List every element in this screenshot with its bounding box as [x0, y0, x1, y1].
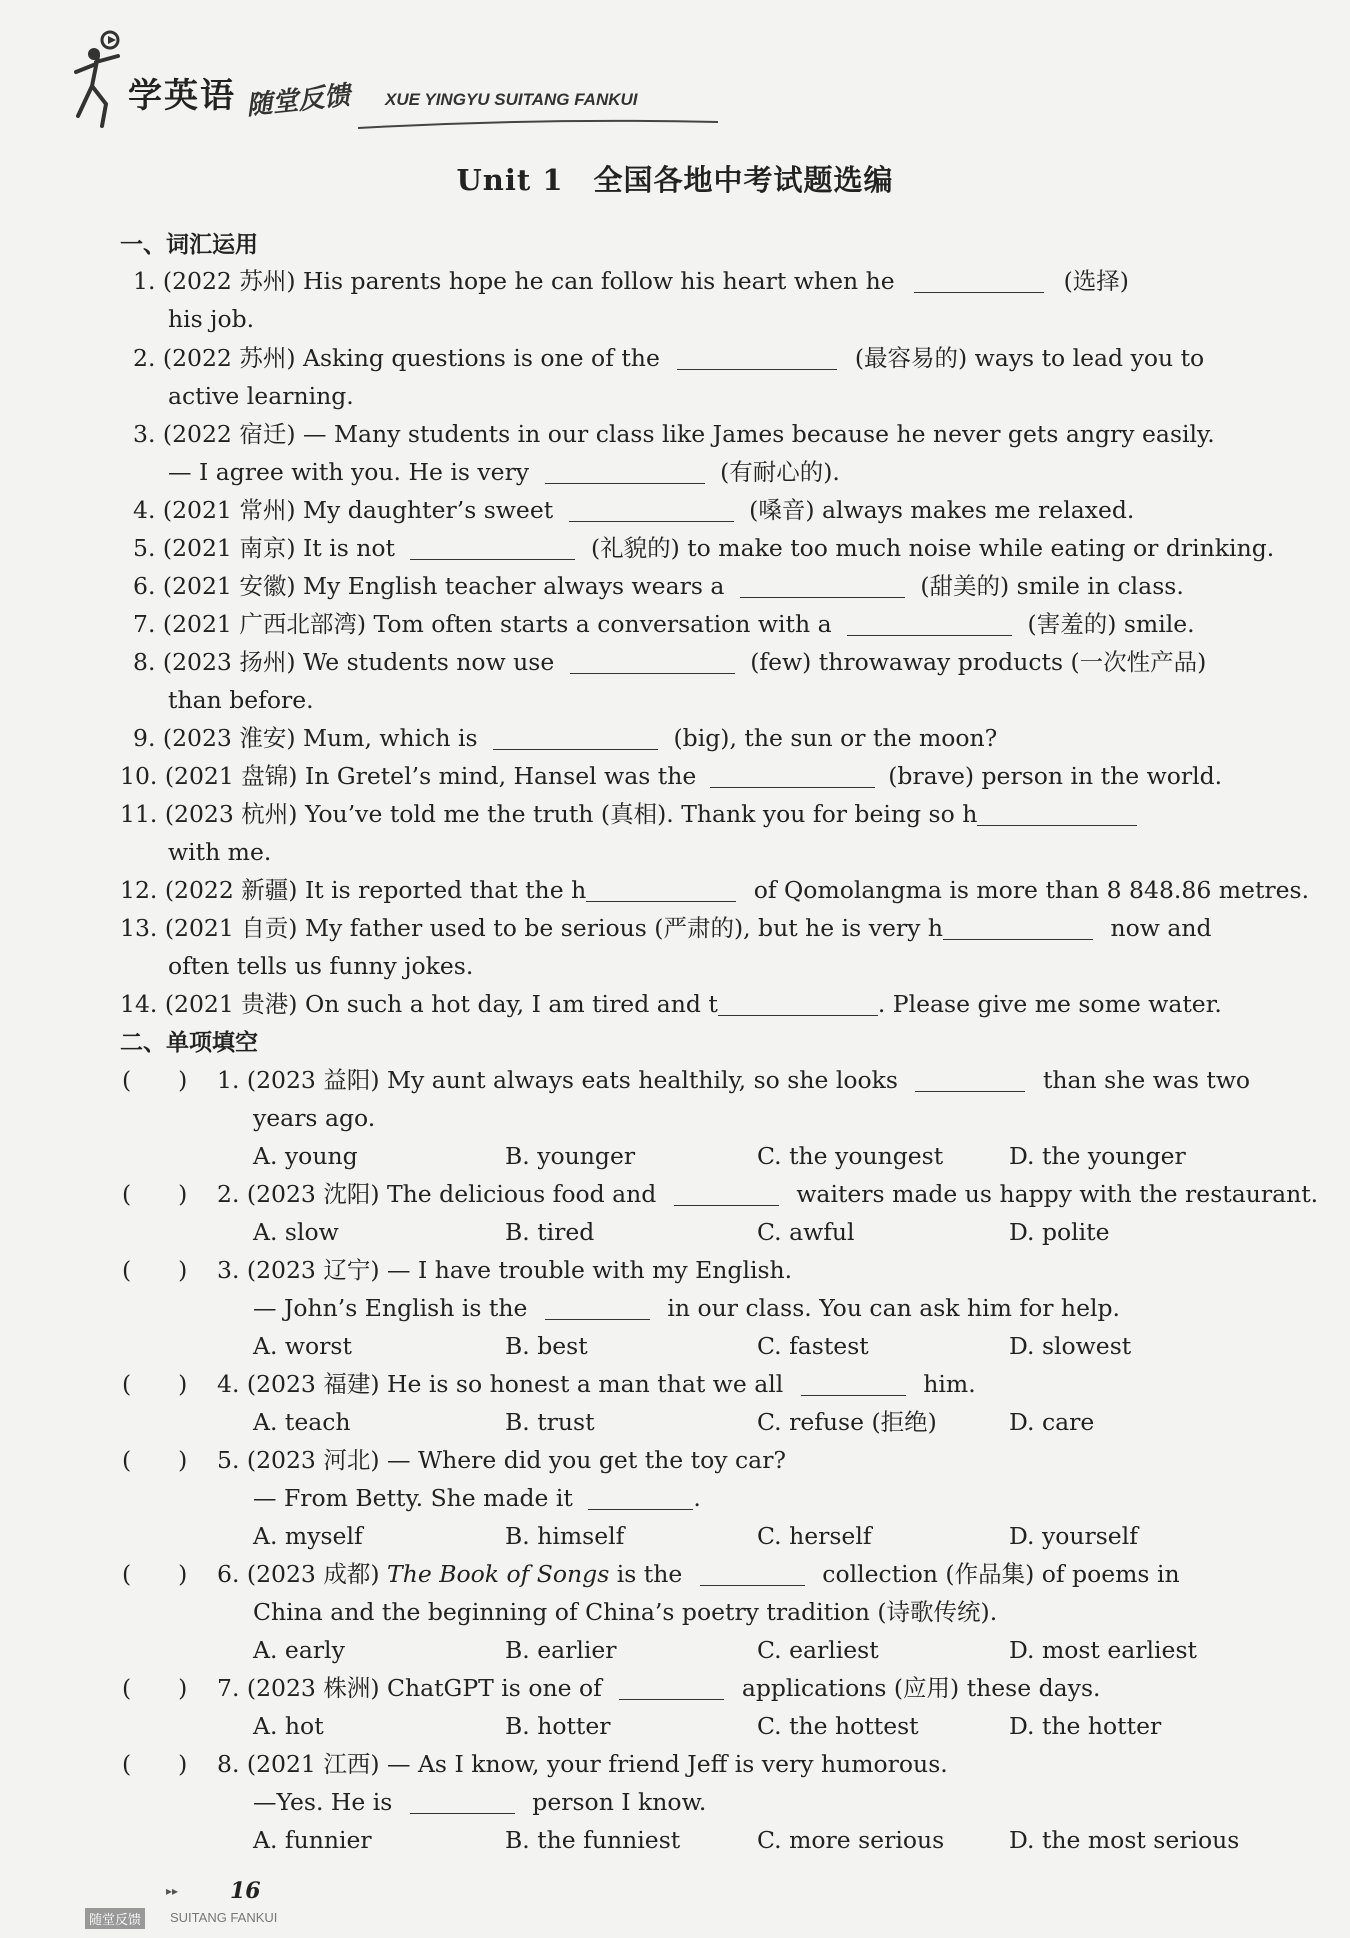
option-d[interactable]: D. care — [1009, 1408, 1095, 1436]
answer-blank[interactable] — [410, 533, 575, 560]
question-continuation: —Yes. He is person I know. — [253, 1788, 707, 1816]
logo-swoosh-icon — [358, 118, 718, 132]
question-continuation: years ago. — [253, 1104, 376, 1132]
question-item: 5. (2023 河北) — Where did you get the toy car? — [217, 1446, 787, 1474]
option-a[interactable]: A. young — [253, 1142, 358, 1170]
answer-parentheses[interactable]: ( ) — [122, 1370, 188, 1398]
option-b[interactable]: B. tired — [505, 1218, 595, 1246]
answer-blank — [674, 1179, 779, 1206]
question-item: 6. (2021 安徽) My English teacher always wears a (甜美的) smile in class. — [133, 572, 1184, 600]
option-d[interactable]: D. the most serious — [1009, 1826, 1240, 1854]
question-continuation: China and the beginning of China’s poetry tradition (诗歌传统). — [253, 1598, 998, 1626]
question-item: 7. (2023 株洲) ChatGPT is one of applications (应用) these days. — [217, 1674, 1101, 1702]
question-continuation: active learning. — [168, 382, 354, 410]
option-d[interactable]: D. most earliest — [1009, 1636, 1197, 1664]
question-item: 11. (2023 杭州) You’ve told me the truth (真相). Thank you for being so h — [120, 795, 1260, 833]
question-continuation: with me. — [168, 838, 272, 866]
answer-parentheses[interactable]: ( ) — [122, 1066, 188, 1094]
question-item: 7. (2021 广西北部湾) Tom often starts a conversation with a (害羞的) smile. — [133, 610, 1195, 638]
option-b[interactable]: B. the funniest — [505, 1826, 681, 1854]
option-d[interactable]: D. slowest — [1009, 1332, 1132, 1360]
option-c[interactable]: C. earliest — [757, 1636, 879, 1664]
answer-blank — [619, 1673, 724, 1700]
option-a[interactable]: A. funnier — [253, 1826, 372, 1854]
answer-blank[interactable] — [569, 495, 734, 522]
logo-english: XUE YINGYU SUITANG FANKUI — [385, 90, 638, 109]
question-item: 1. (2022 苏州) His parents hope he can follow his heart when he (选择) — [133, 267, 1129, 295]
option-a[interactable]: A. worst — [253, 1332, 352, 1360]
answer-parentheses[interactable]: ( ) — [122, 1674, 188, 1702]
option-c[interactable]: C. fastest — [757, 1332, 869, 1360]
question-item: 8. (2021 江西) — As I know, your friend Jeff is very humorous. — [217, 1750, 948, 1778]
question-continuation: — John’s English is the in our class. You can ask him for help. — [253, 1294, 1121, 1322]
answer-blank[interactable] — [740, 571, 905, 598]
answer-blank[interactable] — [545, 457, 705, 484]
answer-blank[interactable] — [943, 913, 1093, 940]
option-a[interactable]: A. slow — [253, 1218, 339, 1246]
answer-blank — [700, 1559, 805, 1586]
question-item: 3. (2023 辽宁) — I have trouble with my English. — [217, 1256, 793, 1284]
answer-blank — [545, 1293, 650, 1320]
answer-blank[interactable] — [914, 266, 1044, 293]
question-item: 4. (2021 常州) My daughter’s sweet (嗓音) always makes me relaxed. — [133, 496, 1135, 524]
option-a[interactable]: A. myself — [253, 1522, 363, 1550]
question-item: 10. (2021 盘锦) In Gretel’s mind, Hansel was the (brave) person in the world. — [120, 762, 1223, 790]
option-a[interactable]: A. hot — [253, 1712, 324, 1740]
option-a[interactable]: A. teach — [253, 1408, 351, 1436]
footer-tag: 随堂反馈 — [85, 1908, 145, 1929]
option-b[interactable]: B. himself — [505, 1522, 625, 1550]
question-continuation: — From Betty. She made it . — [253, 1484, 701, 1512]
answer-parentheses[interactable]: ( ) — [122, 1446, 188, 1474]
option-b[interactable]: B. earlier — [505, 1636, 617, 1664]
question-item: 9. (2023 淮安) Mum, which is (big), the sun or the moon? — [133, 724, 998, 752]
option-b[interactable]: B. trust — [505, 1408, 595, 1436]
question-item: 12. (2022 新疆) It is reported that the h of Qomolangma is more than 8 848.86 metres. — [120, 876, 1310, 904]
option-d[interactable]: D. polite — [1009, 1218, 1110, 1246]
question-item: 5. (2021 南京) It is not (礼貌的) to make too much noise while eating or drinking. — [133, 534, 1275, 562]
header-logo — [58, 26, 678, 131]
option-c[interactable]: C. the youngest — [757, 1142, 944, 1170]
answer-blank[interactable] — [977, 799, 1137, 826]
page-arrows-icon: ▸▸ — [166, 1884, 179, 1898]
question-item: 3. (2022 宿迁) — Many students in our class like James because he never gets angry easily. — [133, 420, 1215, 448]
answer-blank[interactable] — [677, 343, 837, 370]
page-title: Unit 1 全国各地中考试题选编 — [456, 163, 894, 197]
answer-blank[interactable] — [570, 647, 735, 674]
page-number: 16 — [230, 1878, 261, 1904]
question-continuation: his job. — [168, 305, 255, 333]
question-continuation: often tells us funny jokes. — [168, 952, 474, 980]
section-heading-vocabulary: 一、词汇运用 — [120, 232, 258, 258]
option-b[interactable]: B. younger — [505, 1142, 636, 1170]
answer-blank[interactable] — [493, 723, 658, 750]
footer-english: SUITANG FANKUI — [170, 1910, 278, 1925]
option-c[interactable]: C. awful — [757, 1218, 855, 1246]
question-continuation: than before. — [168, 686, 314, 714]
question-item: 2. (2022 苏州) Asking questions is one of the (最容易的) ways to lead you to — [133, 344, 1205, 372]
option-b[interactable]: B. best — [505, 1332, 588, 1360]
option-b[interactable]: B. hotter — [505, 1712, 611, 1740]
answer-blank — [915, 1065, 1025, 1092]
logo-chinese-subtitle: 随堂反馈 — [244, 80, 352, 122]
option-c[interactable]: C. herself — [757, 1522, 872, 1550]
question-item: 2. (2023 沈阳) The delicious food and waiters made us happy with the restaurant. — [217, 1180, 1319, 1208]
option-c[interactable]: C. refuse (拒绝) — [757, 1408, 937, 1436]
answer-blank — [801, 1369, 906, 1396]
answer-blank[interactable] — [847, 609, 1012, 636]
answer-parentheses[interactable]: ( ) — [122, 1256, 188, 1284]
option-d[interactable]: D. the younger — [1009, 1142, 1186, 1170]
answer-blank[interactable] — [710, 761, 875, 788]
answer-parentheses[interactable]: ( ) — [122, 1750, 188, 1778]
answer-blank — [410, 1787, 515, 1814]
question-item: 4. (2023 福建) He is so honest a man that we all him. — [217, 1370, 976, 1398]
question-item: 8. (2023 扬州) We students now use (few) throwaway products (一次性产品) — [133, 648, 1207, 676]
logo-chinese-title: 学英语 — [128, 76, 236, 116]
runner-logo-icon — [58, 26, 138, 131]
question-continuation: — I agree with you. He is very (有耐心的). — [168, 458, 840, 486]
option-a[interactable]: A. early — [253, 1636, 345, 1664]
option-c[interactable]: C. the hottest — [757, 1712, 919, 1740]
question-item: 13. (2021 自贡) My father used to be serious (严肃的), but he is very h now and — [120, 914, 1212, 942]
answer-parentheses[interactable]: ( ) — [122, 1560, 188, 1588]
option-d[interactable]: D. the hotter — [1009, 1712, 1162, 1740]
option-d[interactable]: D. yourself — [1009, 1522, 1138, 1550]
section-heading-multiple-choice: 二、单项填空 — [120, 1030, 258, 1056]
answer-parentheses[interactable]: ( ) — [122, 1180, 188, 1208]
answer-blank[interactable] — [718, 989, 878, 1016]
question-item: 1. (2023 益阳) My aunt always eats healthily, so she looks than she was two — [217, 1066, 1251, 1094]
question-item: 6. (2023 成都) The Book of Songs is the collection (作品集) of poems in — [217, 1560, 1180, 1588]
option-c[interactable]: C. more serious — [757, 1826, 945, 1854]
question-item: 14. (2021 贵港) On such a hot day, I am tired and t . Please give me some water. — [120, 990, 1222, 1018]
answer-blank — [588, 1483, 693, 1510]
answer-blank[interactable] — [586, 875, 736, 902]
